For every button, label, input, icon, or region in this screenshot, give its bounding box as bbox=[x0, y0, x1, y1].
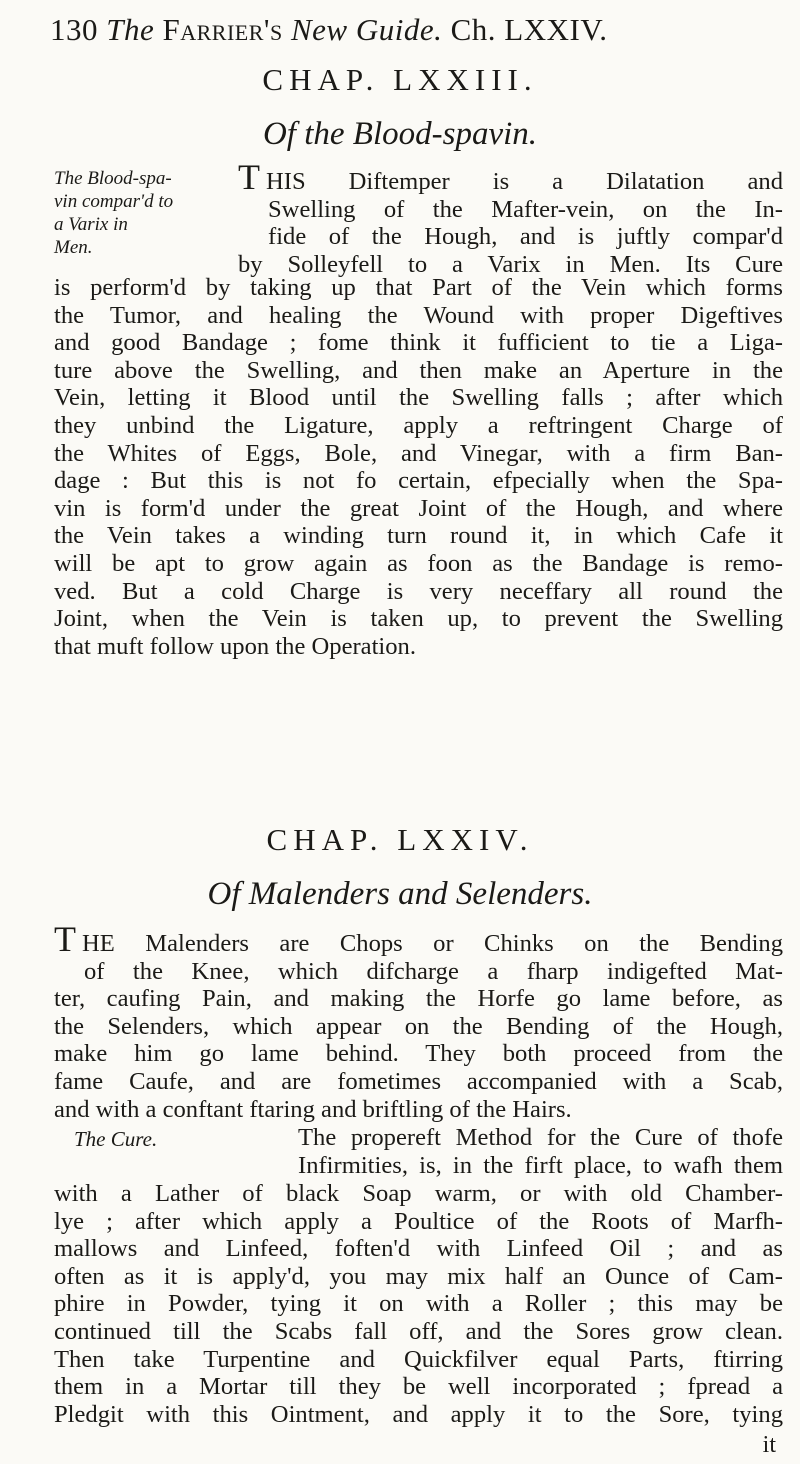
text-line: and with a conftant ftaring and briftling of the Hairs. bbox=[54, 1095, 572, 1123]
text-line: ved. But a cold Charge is very neceffary all round the bbox=[54, 577, 783, 605]
text-line: make him go lame behind. They both proceed from the bbox=[54, 1040, 783, 1068]
text-line: the Selenders, which appear on the Bending of the Hough, bbox=[54, 1012, 783, 1040]
text-line: lye ; after which apply a Poultice of the Roots of Marfh- bbox=[54, 1207, 783, 1235]
text-line: fame Caufe, and are fometimes accompanied with a Scab, bbox=[54, 1067, 783, 1095]
running-head bbox=[50, 12, 790, 48]
sidenote-line: Men. bbox=[54, 237, 93, 258]
text-line: T HIS Diftemper is a Dilatation and bbox=[238, 157, 783, 197]
sidenote-line: a Varix in bbox=[54, 214, 128, 235]
text-line: T HE Malenders are Chops or Chinks on the Bending bbox=[54, 919, 783, 959]
text-line: Joint, when the Vein is taken up, to prevent the Swelling bbox=[54, 605, 783, 633]
book-title-farriers: Farrier's bbox=[162, 12, 283, 47]
text-line: Then take Turpentine and Quickfilver equal Parts, ftirring bbox=[54, 1345, 783, 1373]
text-line: the Vein takes a winding turn round it, in which Cafe it bbox=[54, 522, 783, 550]
sidenote-line: vin compar'd to bbox=[54, 191, 174, 212]
chapter-title-blood-spavin: Of the Blood-spavin. bbox=[262, 116, 538, 152]
text-line: Infirmities, is, in the firft place, to wafh them bbox=[298, 1151, 783, 1179]
text-line: often as it is apply'd, you may mix half an Ounce of Cam- bbox=[54, 1262, 783, 1290]
book-title-new-guide: New Guide. bbox=[291, 12, 443, 47]
page-number: 130 bbox=[50, 12, 98, 47]
text-line: Pledgit with this Ointment, and apply it to the Sore, tying bbox=[54, 1400, 783, 1428]
text-line: with a Lather of black Soap warm, or with old Chamber- bbox=[54, 1180, 783, 1207]
drop-cap: T bbox=[54, 919, 76, 959]
text-line: the Whites of Eggs, Bole, and Vinegar, with a firm Ban- bbox=[54, 439, 783, 467]
text-line: phire in Powder, tying it on with a Roller ; this may be bbox=[54, 1290, 783, 1318]
text-line: the Tumor, and healing the Wound with proper Digeftives bbox=[54, 301, 783, 329]
paragraph-blood-spavin-indented bbox=[238, 157, 783, 278]
text-line: fide of the Hough, and is juftly compar'd bbox=[268, 223, 783, 251]
paragraph-cure-body bbox=[54, 1180, 783, 1428]
text-line: Swelling of the Mafter-vein, on the In- bbox=[268, 195, 783, 223]
text-line: mallows and Linfeed, foften'd with Linfeed Oil ; and as bbox=[54, 1235, 783, 1263]
text-line: is perform'd by taking up that Part of the Vein which forms bbox=[54, 274, 783, 301]
text-line: vin is form'd under the great Joint of the Hough, and where bbox=[54, 494, 783, 522]
drop-cap: T bbox=[238, 157, 260, 197]
paragraph-malenders-intro bbox=[54, 919, 783, 1123]
paragraph-blood-spavin-body bbox=[54, 274, 783, 660]
sidenote-the-cure: The Cure. bbox=[74, 1127, 158, 1151]
text-line: ter, caufing Pain, and making the Horfe go lame before, as bbox=[54, 985, 783, 1013]
text-line: and good Bandage ; fome think it fufficient to tie a Liga- bbox=[54, 329, 783, 357]
text-line: by Solleyfell to a Varix in Men. Its Cure bbox=[238, 250, 783, 278]
chapter-title-malenders: Of Malenders and Selenders. bbox=[207, 876, 593, 912]
chapter-heading-lxxiv: CHAP. LXXIV. bbox=[266, 822, 534, 857]
book-title-the: The bbox=[106, 12, 155, 47]
text-line: they unbind the Ligature, apply a reftringent Charge of bbox=[54, 411, 783, 439]
chapter-heading-lxxiii: CHAP. LXXIII. bbox=[262, 62, 538, 97]
catchword: it bbox=[762, 1432, 776, 1458]
paragraph-cure-indented bbox=[298, 1124, 783, 1179]
sidenote-line: The Blood-spa- bbox=[54, 168, 172, 189]
text-line: Vein, letting it Blood until the Swelling falls ; after which bbox=[54, 384, 783, 412]
text-line: dage : But this is not fo certain, efpecially when the Spa- bbox=[54, 467, 783, 495]
text-line: will be apt to grow again as foon as the Bandage is remo- bbox=[54, 549, 783, 577]
sidenote-blood-spavin bbox=[54, 167, 173, 259]
text-line: The propereft Method for the Cure of thofe bbox=[298, 1124, 783, 1151]
text-line: of the Knee, which difcharge a fharp indigefted Mat- bbox=[84, 957, 783, 985]
text-line: continued till the Scabs fall off, and the Sores grow clean. bbox=[54, 1317, 783, 1345]
text-line: them in a Mortar till they be well incorporated ; fpread a bbox=[54, 1373, 783, 1401]
text-line: ture above the Swelling, and then make an Aperture in the bbox=[54, 356, 783, 384]
text-line: that muft follow upon the Operation. bbox=[54, 632, 417, 660]
running-head-chapter: Ch. LXXIV. bbox=[450, 12, 608, 47]
